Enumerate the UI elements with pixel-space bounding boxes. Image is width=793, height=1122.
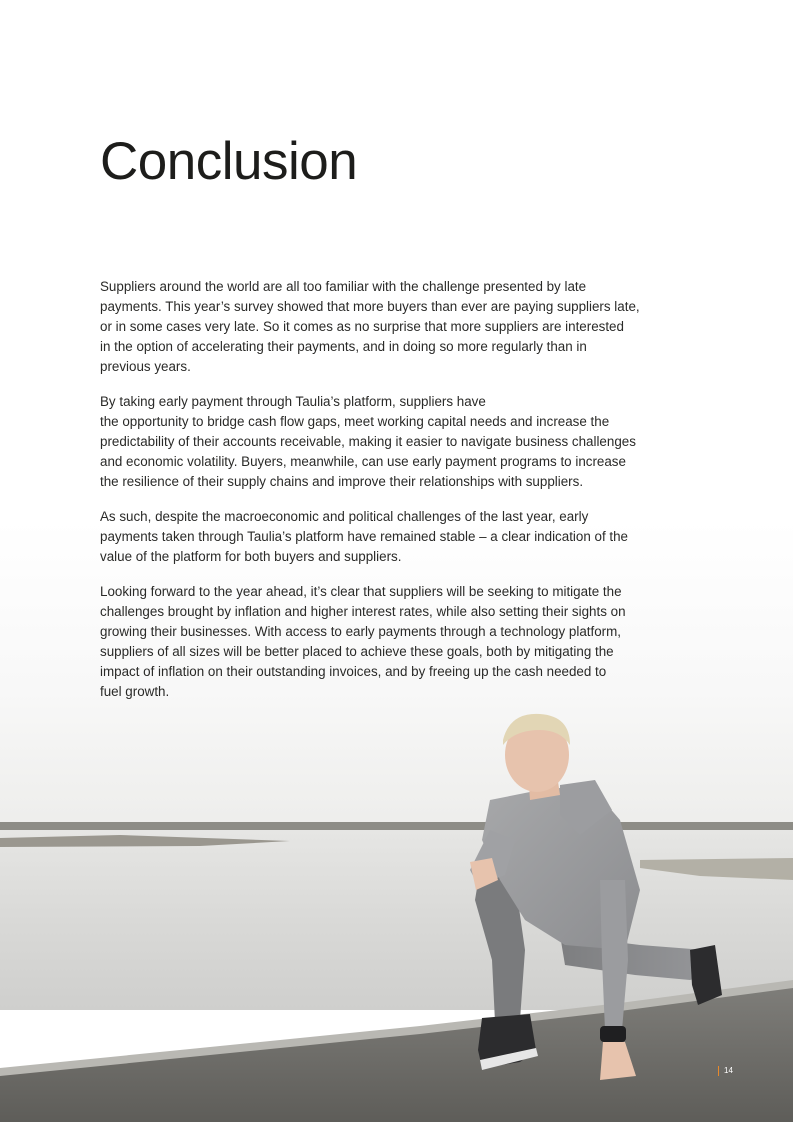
paragraph-platform-stability: As such, despite the macroeconomic and political challenges of the last year, early payments taken through Taulia’s platform have remained stable – a clear indication of the value of the platform for both buyers and suppliers.	[100, 509, 629, 564]
page-title: Conclusion	[100, 132, 358, 191]
conclusion-body	[100, 277, 700, 717]
paragraph-year-ahead: Looking forward to the year ahead, it’s clear that suppliers will be seeking to mitigate the challenges brought by inflation and higher interest rates, while also setting their sights on growing their businesses. With access to early payments through a technology platform, suppliers of all sizes will be better placed to achieve these goals, both by mitigating the impact of inflation on their outstanding invoices, and by freeing up the cash needed to fuel growth.	[100, 584, 626, 699]
paragraph-late-payments: Suppliers around the world are all too familiar with the challenge presented by late payments. This year’s survey showed that more buyers than ever are paying suppliers late, or in some cases very late. So it comes as no surprise that more suppliers are interested in the option of accelerating their payments, and in doing so more regularly than in previous years.	[100, 279, 640, 374]
page-number: 14	[718, 1066, 733, 1076]
paragraph-early-payment-benefits: By taking early payment through Taulia’s platform, suppliers have the opportunity to bridge cash flow gaps, meet working capital needs and increase the predictability of their accounts receivable, making it easier to navigate business challenges and economic volatility. Buyers, meanwhile, can use early payment programs to increase the resilience of their supply chains and improve their relationships with suppliers.	[100, 394, 636, 489]
